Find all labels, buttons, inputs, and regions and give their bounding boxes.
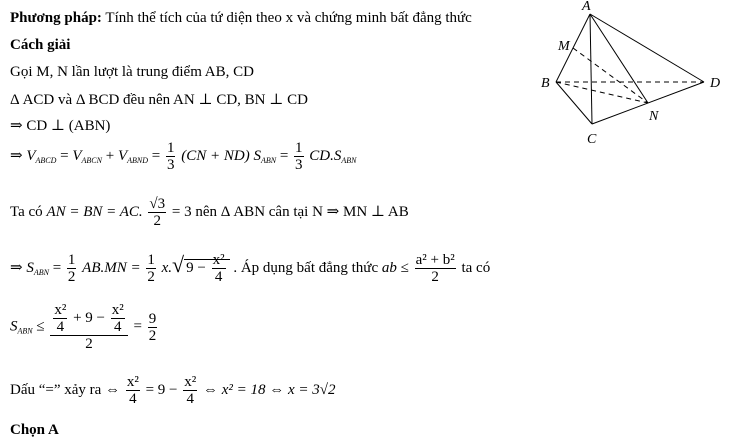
an-bn-line: Ta có AN = BN = AC. $\frac{√3}{2}$ = 3 nên Δ ABN cân tại N ⇒ MN ⊥ AB: [10, 196, 409, 229]
fraction-nine-half: $\frac{9}{2}$: [148, 310, 157, 344]
fraction-sqrt3-2: $\frac{√3}{2}$: [149, 196, 166, 229]
method-line: [10, 10, 472, 27]
method-text: Tính thể tích của tứ diện theo x và chứng minh bất đẳng thức: [105, 10, 472, 26]
equality-line: Dấu “=” xảy ra ⇔ $\frac{\text{x²}}{4}$ = 9 − $\frac{\text{x²}}{4}$ ⇔ x² = 18 ⇔ x = 3√2: [10, 374, 336, 407]
line-cd-perp: ⇒ CD ⊥ (ABN): [10, 118, 111, 134]
method-label: Phương pháp:: [10, 10, 102, 26]
volume-formula: ⇒ $V_{ABCD} = V_{ABCN} + V_{ABND}$ = $\frac{1}{3}$ (CN + ND) $S_{ABN}$ = $\frac{1}{3}$ $CD.S_{ABN}$: [10, 140, 357, 173]
vertex-b: B: [541, 76, 550, 91]
answer: Chọn A: [10, 422, 59, 438]
area-bound-line: $S_{ABN}$ ≤ $\frac{\text{x²}}{4}$ + 9 − $\frac{\text{x²}}{4}$ 2 = $\frac{9}{2}$: [10, 302, 157, 352]
tetrahedron-figure: [530, 0, 730, 150]
fraction-one-third-2: $\frac{1}{3}$: [295, 140, 303, 173]
line-midpoints: Gọi M, N lần lượt là trung điểm AB, CD: [10, 64, 254, 80]
line-perpendicular: Δ ACD và Δ BCD đều nên AN ⊥ CD, BN ⊥ CD: [10, 92, 308, 108]
radical: 9 − $\frac{\text{x²}}{4}$: [184, 259, 229, 276]
solution-heading: Cách giải: [10, 37, 71, 53]
point-n: N: [649, 109, 659, 124]
vertex-d: D: [710, 76, 721, 91]
point-m: M: [558, 39, 570, 54]
fraction-am-gm: $\frac{\text{a² + b²}}{2}$: [415, 252, 455, 286]
fraction-one-third: $\frac{1}{3}$: [166, 140, 175, 173]
fraction-half-2: $\frac{1}{2}$: [147, 252, 155, 286]
area-line: ⇒ $S_{ABN}$ = $\frac{1}{2}$ AB.MN = $\frac{1}{2}$ x.√ 9 − $\frac{\text{x²}}{4}$ . Áp dụng bất đẳng thức ab ≤ $\frac{\text{a² + b²}}{2}$ ta có: [10, 252, 491, 286]
fraction-half: $\frac{1}{2}$: [67, 252, 76, 286]
vertex-a: A: [582, 0, 591, 14]
fraction-compound: $\frac{\text{x²}}{4}$ + 9 − $\frac{\text{x²}}{4}$ 2: [50, 302, 127, 352]
vertex-c: C: [587, 132, 597, 147]
